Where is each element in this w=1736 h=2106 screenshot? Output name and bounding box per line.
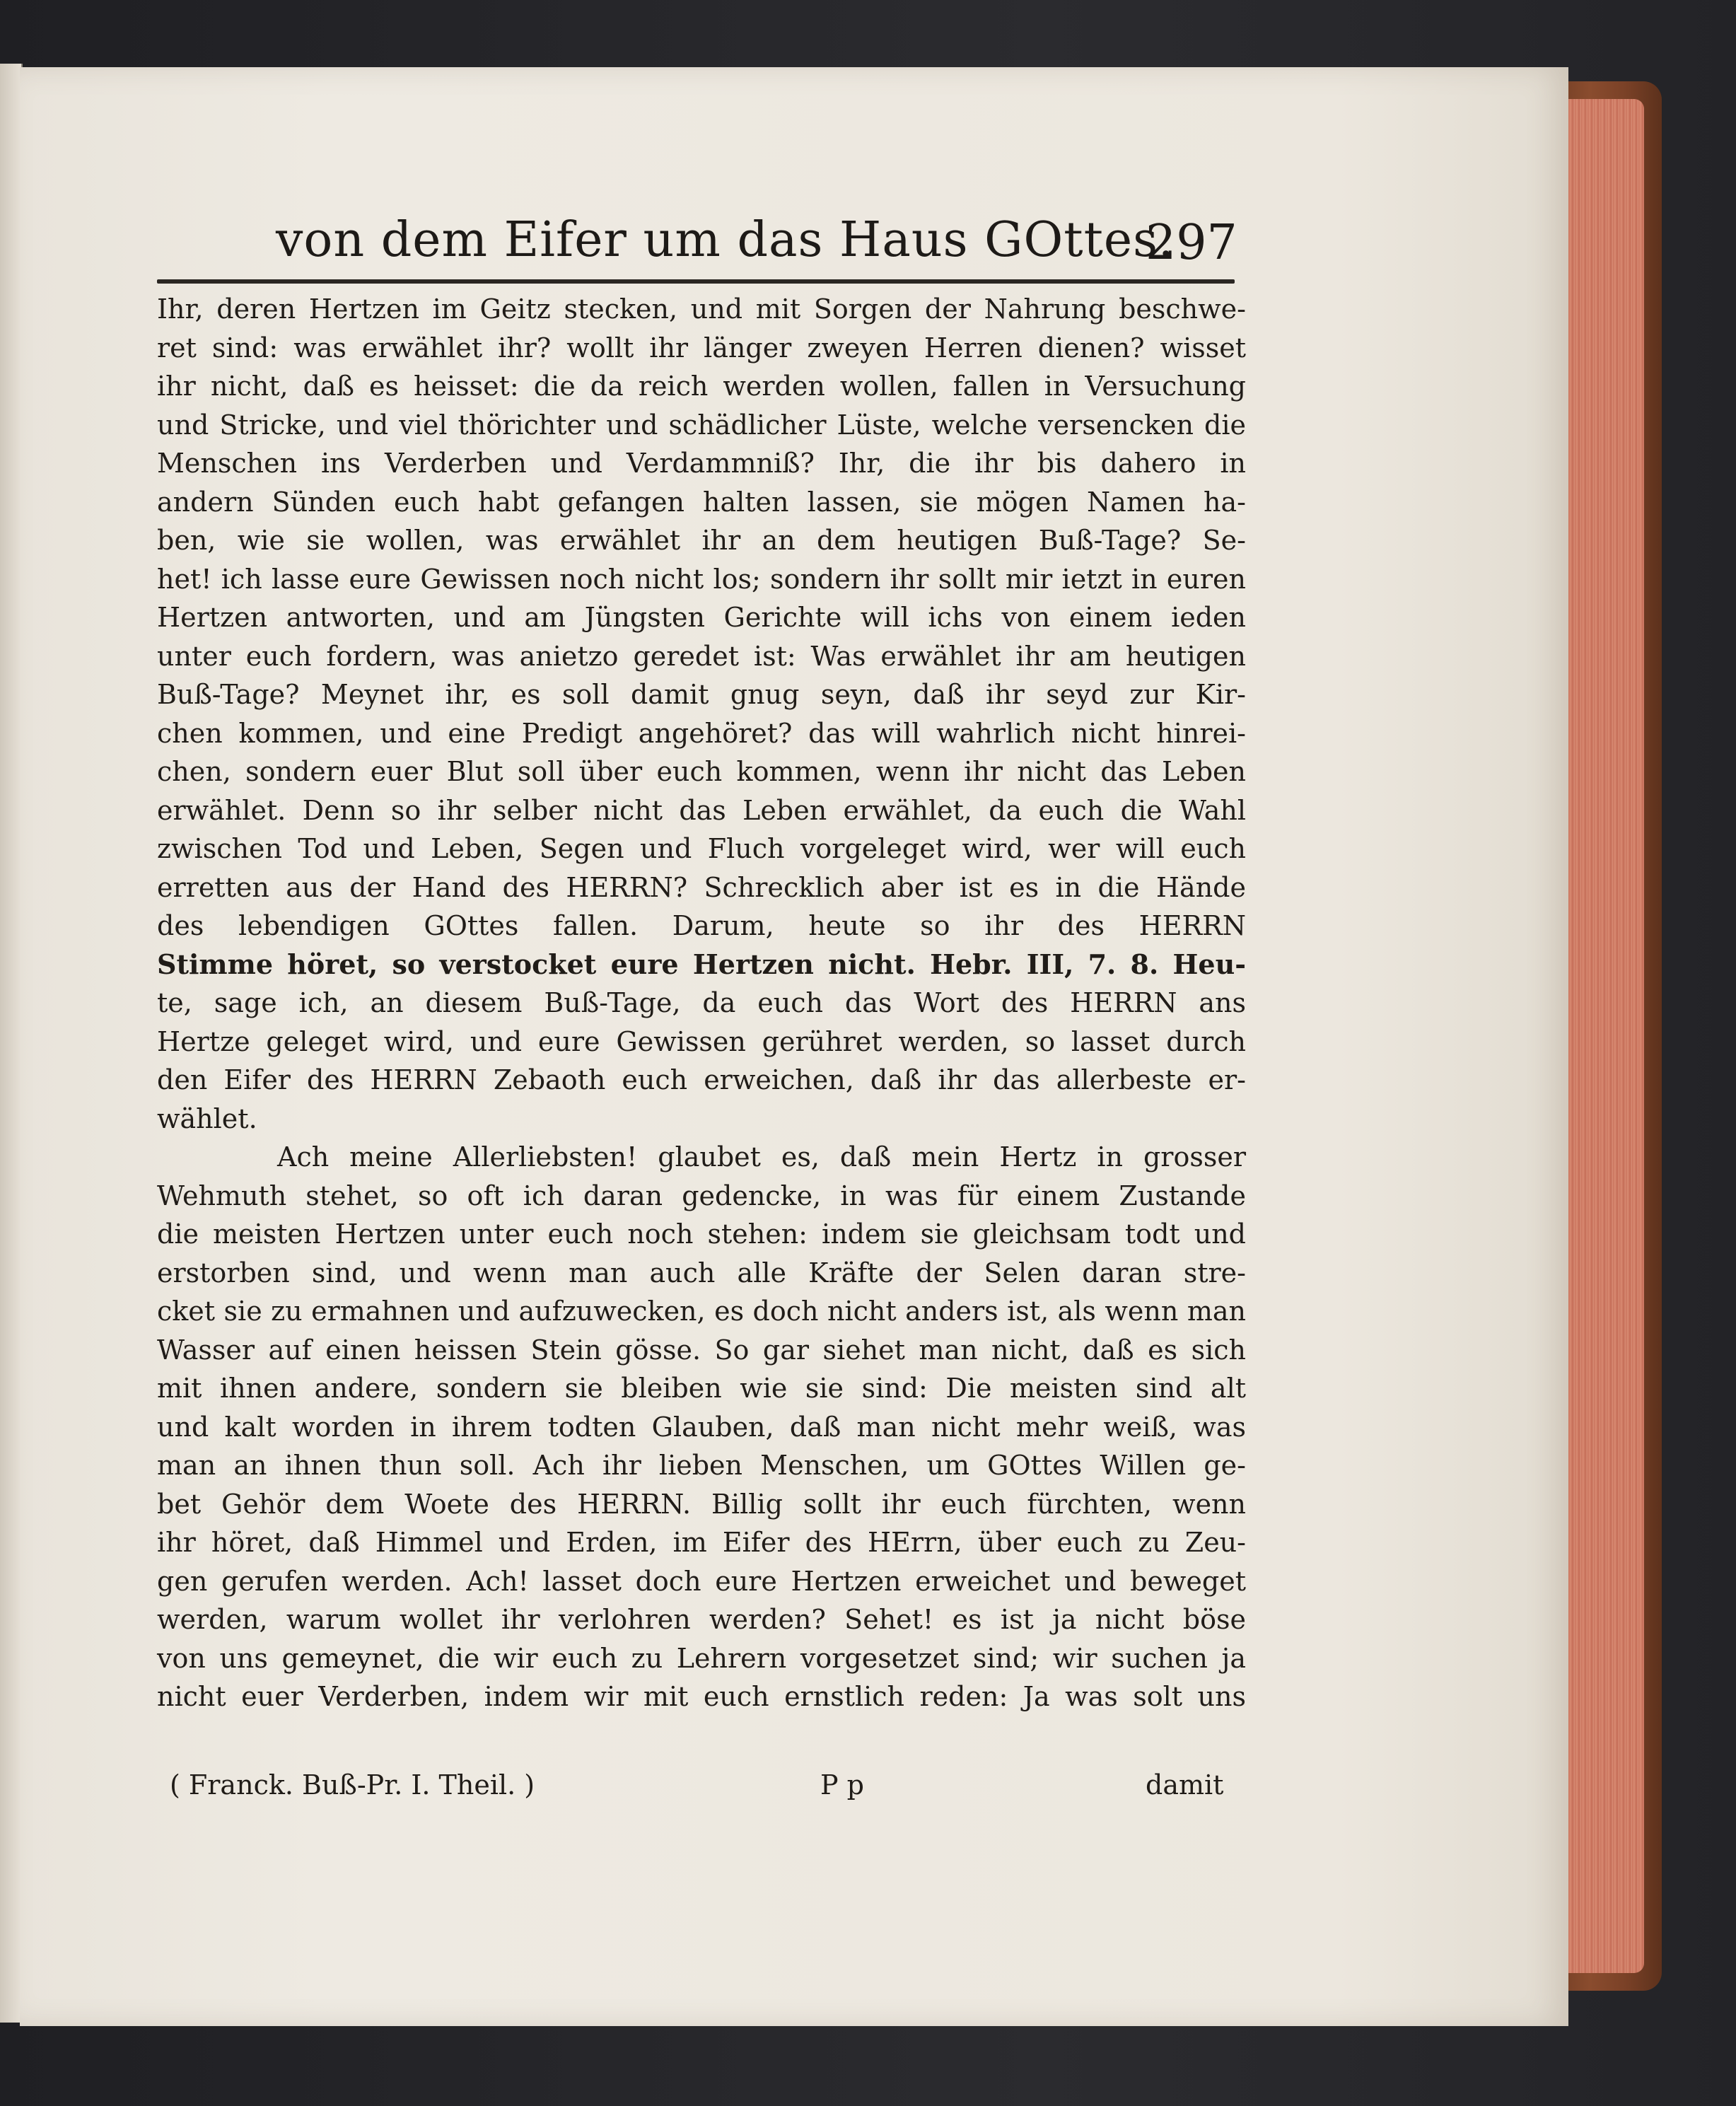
text-line: cket sie zu ermahnen und aufzuwecken, es doch nicht anders ist, als wenn man [157, 1296, 1246, 1327]
page-footer [170, 1769, 1245, 1812]
text-line: den Eifer des HERRN Zebaoth euch erweichen, daß ihr das allerbeste er- [157, 1064, 1246, 1095]
text-line: ret sind: was erwählet ihr? wollt ihr länger zweyen Herren dienen? wisset [157, 332, 1246, 363]
text-line: erstorben sind, und wenn man auch alle Kräfte der Selen daran stre- [157, 1257, 1246, 1288]
text-line: nicht euer Verderben, indem wir mit euch ernstlich reden: Ja was solt uns [157, 1681, 1246, 1712]
header-rule [157, 279, 1235, 284]
text-line: bet Gehör dem Woete des HERRN. Billig sollt ihr euch fürchten, wenn [157, 1488, 1246, 1520]
text-line: ihr höret, daß Himmel und Erden, im Eifer des HErrn, über euch zu Zeu- [157, 1527, 1246, 1558]
text-line-paragraph-start: Ach meine Allerliebsten! glaubet es, daß mein Hertz in grosser [277, 1141, 1246, 1173]
footer-signature: ( Franck. Buß-Pr. I. Theil. ) [170, 1769, 535, 1800]
page-fore-edge [1556, 99, 1644, 1973]
page-number: 297 [1146, 215, 1237, 271]
catchword: damit [1146, 1769, 1224, 1800]
text-line: erretten aus der Hand des HERRN? Schrecklich aber ist es in die Hände [157, 871, 1246, 903]
text-line: Wehmuth stehet, so oft ich daran gedencke, in was für einem Zustande [157, 1180, 1246, 1211]
text-line-paragraph-end: wählet. [157, 1103, 257, 1134]
body-text [157, 290, 1246, 1716]
text-line: Hertzen antworten, und am Jüngsten Gerichte will ichs von einem ieden [157, 602, 1246, 633]
text-line: erwählet. Denn so ihr selber nicht das Leben erwählet, da euch die Wahl [157, 794, 1246, 826]
text-line: ihr nicht, daß es heisset: die da reich werden wollen, fallen in Versuchung [157, 371, 1246, 402]
sheet-signature-mark: P p [820, 1769, 864, 1800]
text-line: werden, warum wollet ihr verlohren werden? Sehet! es ist ja nicht böse [157, 1604, 1246, 1635]
text-line: zwischen Tod und Leben, Segen und Fluch vorgeleget wird, wer will euch [157, 833, 1246, 864]
text-line: Buß-Tage? Meynet ihr, es soll damit gnug seyn, daß ihr seyd zur Kir- [157, 679, 1246, 710]
text-line: mit ihnen andere, sondern sie bleiben wie sie sind: Die meisten sind alt [157, 1373, 1246, 1404]
text-line: und Stricke, und viel thörichter und schädlicher Lüste, welche versencken die [157, 409, 1246, 441]
text-line: von uns gemeynet, die wir euch zu Lehrern vorgesetzet sind; wir suchen ja [157, 1642, 1246, 1674]
text-line: te, sage ich, an diesem Buß-Tage, da euch das Wort des HERRN ans [157, 987, 1246, 1018]
text-line: chen, sondern euer Blut soll über euch kommen, wenn ihr nicht das Leben [157, 756, 1246, 787]
text-line: Menschen ins Verderben und Verdammniß? Ihr, die ihr bis dahero in [157, 448, 1246, 479]
text-line: des lebendigen GOttes fallen. Darum, heute so ihr des HERRN [157, 910, 1246, 941]
text-line: ben, wie sie wollen, was erwählet ihr an dem heutigen Buß-Tage? Se- [157, 525, 1246, 556]
text-line: unter euch fordern, was anietzo geredet ist: Was erwählet ihr am heutigen [157, 640, 1246, 672]
text-line-emphasis: Stimme höret, so verstocket eure Hertzen nicht. Hebr. III, 7. 8. Heu- [157, 948, 1246, 980]
text-line: chen kommen, und eine Predigt angehöret? das will wahrlich nicht hinrei- [157, 717, 1246, 749]
text-line: het! ich lasse eure Gewissen noch nicht los; sondern ihr sollt mir ietzt in euren [157, 563, 1246, 595]
text-line: Ihr, deren Hertzen im Geitz stecken, und mit Sorgen der Nahrung beschwe- [157, 293, 1246, 325]
page-header [276, 212, 1252, 290]
text-line: Wasser auf einen heissen Stein gösse. So gar siehet man nicht, daß es sich [157, 1334, 1246, 1366]
text-line: man an ihnen thun soll. Ach ihr lieben Menschen, um GOttes Willen ge- [157, 1450, 1246, 1481]
text-line: Hertze geleget wird, und eure Gewissen gerühret werden, so lasset durch [157, 1025, 1246, 1057]
running-title: von dem Eifer um das Haus GOttes. [276, 212, 1175, 268]
text-line: andern Sünden euch habt gefangen halten lassen, sie mögen Namen ha- [157, 486, 1246, 518]
text-line: gen gerufen werden. Ach! lasset doch eure Hertzen erweichet und beweget [157, 1565, 1246, 1597]
text-line: und kalt worden in ihrem todten Glauben, daß man nicht mehr weiß, was [157, 1411, 1246, 1443]
text-line: die meisten Hertzen unter euch noch stehen: indem sie gleichsam todt und [157, 1218, 1246, 1250]
